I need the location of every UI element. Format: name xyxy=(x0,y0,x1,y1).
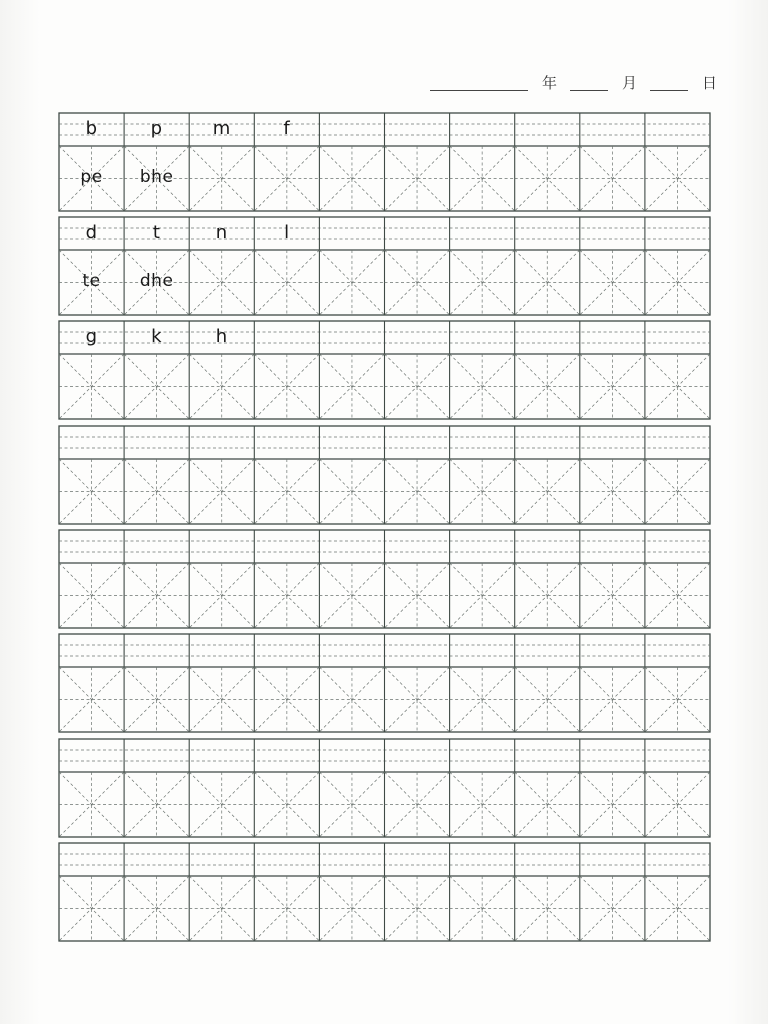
month-label: 月 xyxy=(622,74,638,92)
pinyin-letter: p xyxy=(150,118,163,139)
pinyin-letter: n xyxy=(215,222,228,243)
pinyin-letter: h xyxy=(215,326,228,347)
day-label: 日 xyxy=(702,74,718,92)
pinyin-letter: l xyxy=(284,222,290,243)
pinyin-letter: d xyxy=(85,222,98,243)
pinyin-letter: f xyxy=(283,118,291,139)
pinyin-letter: m xyxy=(212,118,231,139)
written-syllable: te xyxy=(82,271,101,291)
year-label: 年 xyxy=(542,74,558,92)
written-syllable: bhe xyxy=(139,167,174,187)
pinyin-letter: b xyxy=(85,118,98,139)
pinyin-letter: k xyxy=(151,326,163,347)
pinyin-letter: t xyxy=(152,222,161,243)
pinyin-letter: g xyxy=(85,326,98,347)
written-syllable: dhe xyxy=(139,271,174,291)
written-syllable: pe xyxy=(80,167,103,187)
